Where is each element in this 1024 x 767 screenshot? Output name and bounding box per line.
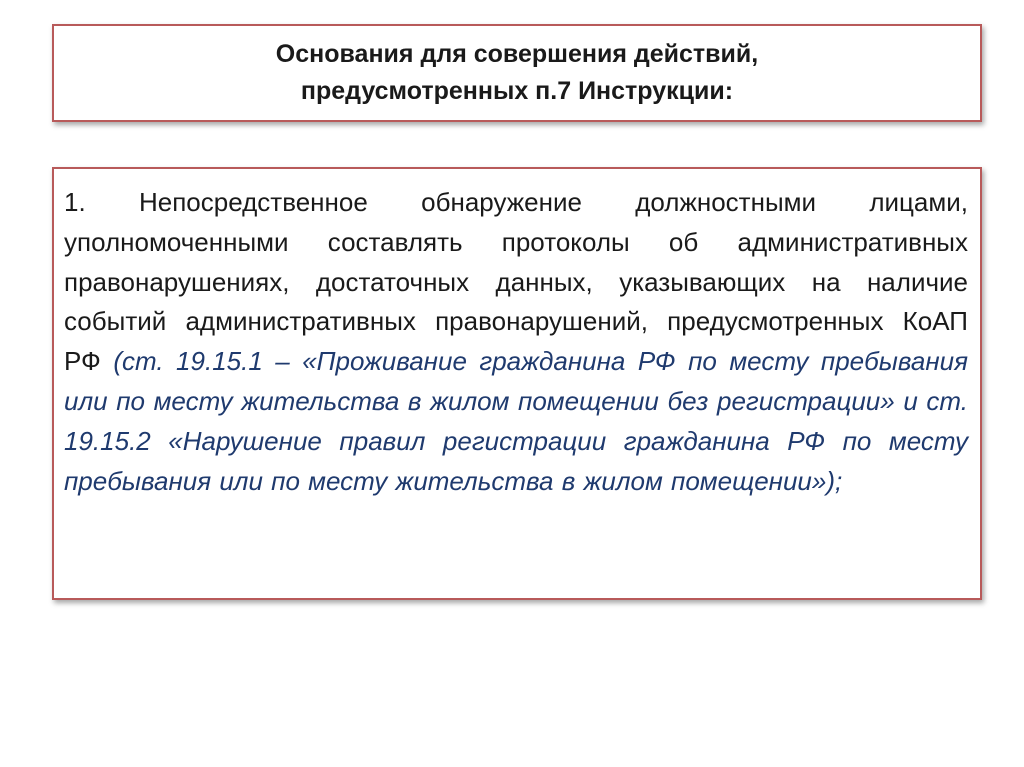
title-box <box>52 24 982 122</box>
body-paragraph <box>64 183 968 501</box>
title-line-1: Основания для совершения действий, <box>275 40 759 68</box>
title-line-2: предусмотренных п.7 Инструкции: <box>300 77 734 105</box>
body-citation-text: (ст. 19.15.1 – «Проживание гражданина РФ по месту пребывания или по месту жительства в жилом помещении без регистрации» и ст. 19.15.2 «Нарушение правил регистрации гражданина РФ по месту пребывания или по месту жительства в жилом помещении»); <box>64 346 968 496</box>
content-box <box>52 167 982 600</box>
body-plain-text: 1. Непосредственное обнаружение должностными лицами, уполномоченными составлять протоколы об административных правонарушениях, достаточных данных, указывающих на наличие событий административных правонарушений, предусмотренных КоАП РФ <box>64 187 968 377</box>
